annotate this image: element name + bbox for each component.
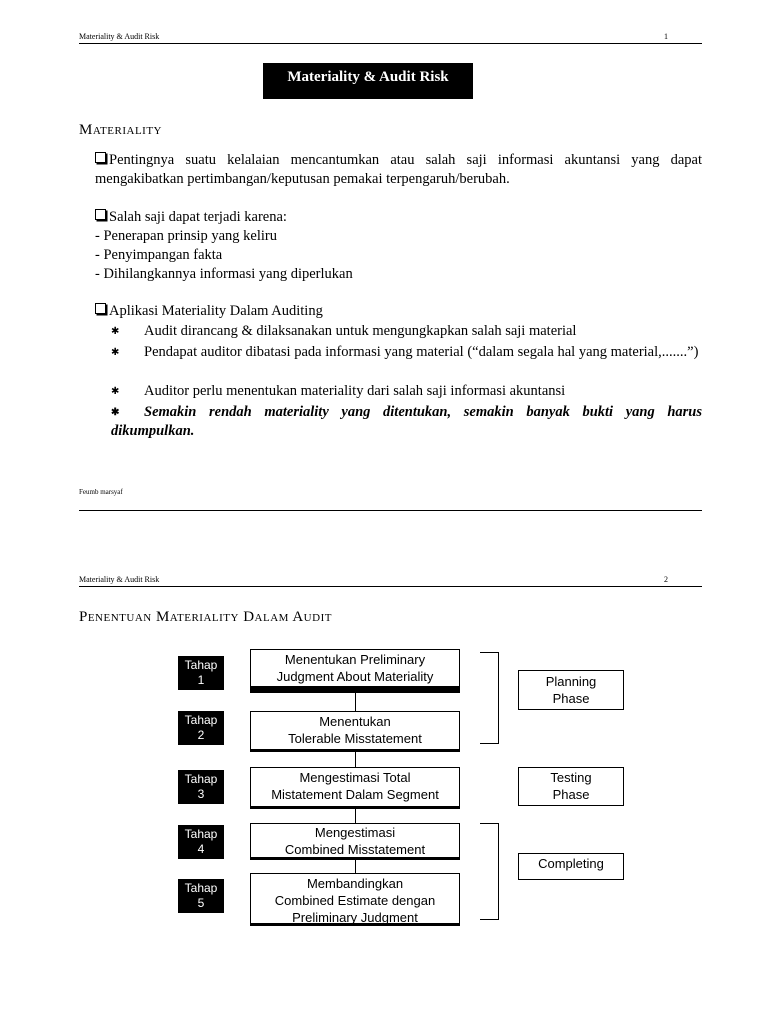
page1-title: Materiality & Audit Risk <box>263 63 473 99</box>
page1-page-number: 1 <box>664 32 668 41</box>
page1-header-rule <box>79 43 702 44</box>
asterisk-bullet-icon: ✱ <box>111 347 120 358</box>
flow-connector <box>355 692 356 711</box>
bullet-item: ✱ Pendapat auditor dibatasi pada informasi yang material (“dalam segala hal yang material,.......”) <box>111 344 699 360</box>
planning-bracket <box>480 652 499 744</box>
asterisk-bullet-icon: ✱ <box>111 407 120 418</box>
point2-item: - Dihilangkannya informasi yang diperlukan <box>95 266 353 282</box>
page2-header-title: Materiality & Audit Risk <box>79 575 160 584</box>
checkbox-icon <box>95 152 106 163</box>
step-box-4: Mengestimasi Combined Misstatement <box>250 823 460 860</box>
bullet-item: ✱ Audit dirancang & dilaksanakan untuk mengungkapkan salah saji material <box>111 323 577 339</box>
page2-header <box>79 575 702 584</box>
step-box-5: Membandingkan Combined Estimate dengan Preliminary Judgment <box>250 873 460 926</box>
page1-header <box>79 32 702 41</box>
page1-footer-rule <box>79 510 702 511</box>
step-box-3: Mengestimasi Total Mistatement Dalam Segment <box>250 767 460 809</box>
point2-item: - Penerapan prinsip yang keliru <box>95 228 278 244</box>
asterisk-bullet-icon: ✱ <box>111 326 120 337</box>
penentuan-heading: Penentuan Materiality Dalam Audit <box>79 609 332 625</box>
tahap-label-2: Tahap 2 <box>178 711 224 745</box>
asterisk-bullet-icon: ✱ <box>111 386 120 397</box>
completing-bracket <box>480 823 499 920</box>
tahap-label-4: Tahap 4 <box>178 825 224 859</box>
page2-header-rule <box>79 586 702 587</box>
phase-box-planning: Planning Phase <box>518 670 624 710</box>
step-box-2: Menentukan Tolerable Misstatement <box>250 711 460 752</box>
step-box-1: Menentukan Preliminary Judgment About Materiality <box>250 649 460 693</box>
tahap-label-1: Tahap 1 <box>178 656 224 690</box>
point2-block <box>95 208 702 284</box>
point1-text: Pentingnya suatu kelalaian mencantumkan atau salah saji informasi akuntansi yang dapat mengakibatkan pertimbangan/keputusan pemakai terpengaruh/berubah. <box>95 152 702 187</box>
flow-connector <box>355 808 356 824</box>
materiality-heading: Materiality <box>79 122 162 138</box>
page2-page-number: 2 <box>664 575 668 584</box>
checkbox-icon <box>95 303 106 314</box>
bullet-item: ✱ Semakin rendah materiality yang ditentukan, semakin banyak bukti yang harus dikumpulkan. <box>111 404 702 439</box>
tahap-label-3: Tahap 3 <box>178 770 224 804</box>
point3-intro-line <box>95 302 702 321</box>
point1-paragraph <box>95 151 702 189</box>
phase-box-completing: Completing <box>518 853 624 880</box>
point3-intro: Aplikasi Materiality Dalam Auditing <box>109 303 323 319</box>
point2-item: - Penyimpangan fakta <box>95 247 223 263</box>
phase-box-testing: Testing Phase <box>518 767 624 806</box>
page1-header-title: Materiality & Audit Risk <box>79 32 160 41</box>
tahap-label-5: Tahap 5 <box>178 879 224 913</box>
page1-footer: Feumb marsyaf <box>79 488 123 496</box>
checkbox-icon <box>95 209 106 220</box>
flow-connector <box>355 860 356 874</box>
bullet-item: ✱ Auditor perlu menentukan materiality dari salah saji informasi akuntansi <box>111 383 566 399</box>
point2-intro: Salah saji dapat terjadi karena: <box>109 209 287 225</box>
flow-connector <box>355 751 356 767</box>
